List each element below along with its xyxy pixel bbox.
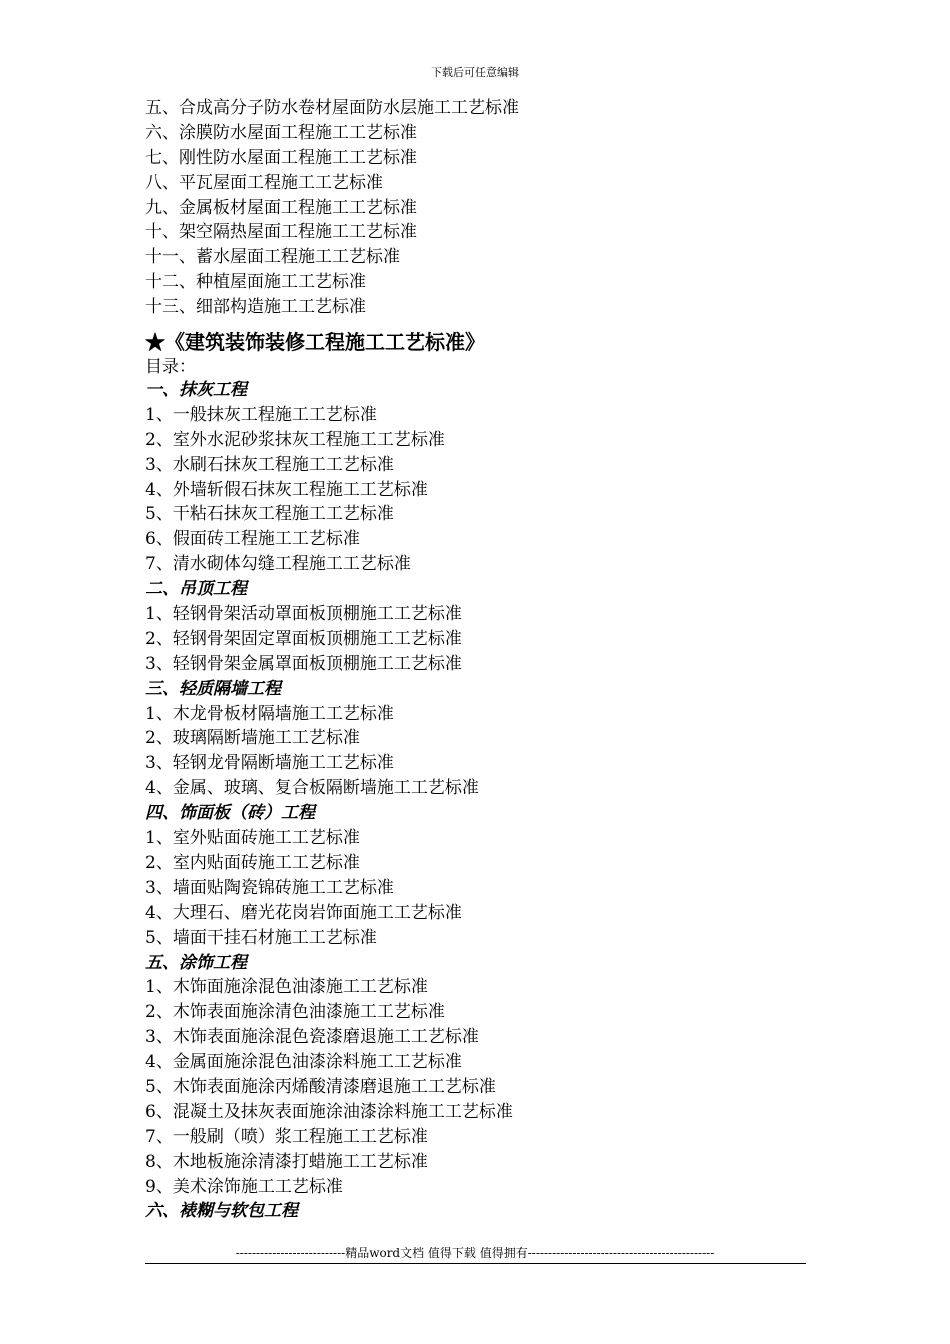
list-item: 3、墙面贴陶瓷锦砖施工工艺标准: [145, 877, 394, 898]
list-item: 六、涂膜防水屋面工程施工工艺标准: [145, 122, 417, 143]
list-item: 1、一般抹灰工程施工工艺标准: [145, 404, 377, 425]
list-item: 十三、细部构造施工工艺标准: [145, 297, 366, 318]
list-item: 7、清水砌体勾缝工程施工工艺标准: [145, 554, 411, 575]
list-item: 1、室外贴面砖施工工艺标准: [145, 828, 360, 849]
list-item: 2、轻钢骨架固定罩面板顶棚施工工艺标准: [145, 628, 462, 649]
section-heading: 一、抹灰工程: [145, 380, 247, 401]
section-coating: [145, 951, 825, 1200]
section-heading: 五、涂饰工程: [145, 952, 247, 973]
footer-divider: [145, 1263, 806, 1264]
list-item: 5、木饰表面施涂丙烯酸清漆磨退施工工艺标准: [145, 1076, 496, 1097]
list-item: 十二、种植屋面施工工艺标准: [145, 272, 366, 293]
section-wallpaper: [145, 1199, 825, 1224]
document-body: [145, 96, 825, 1224]
list-item: 6、假面砖工程施工工艺标准: [145, 529, 360, 550]
list-item: 2、玻璃隔断墙施工工艺标准: [145, 728, 360, 749]
section-facing: [145, 801, 825, 950]
list-item: 3、水刷石抹灰工程施工工艺标准: [145, 454, 394, 475]
list-item: 3、轻钢龙骨隔断墙施工工艺标准: [145, 753, 394, 774]
list-item: 2、木饰表面施涂清色油漆施工工艺标准: [145, 1002, 445, 1023]
section-heading: 四、饰面板（砖）工程: [145, 803, 315, 824]
list-item: 2、室外水泥砂浆抹灰工程施工工艺标准: [145, 429, 445, 450]
list-item: 8、木地板施涂清漆打蜡施工工艺标准: [145, 1151, 428, 1172]
list-item: 十、架空隔热屋面工程施工工艺标准: [145, 222, 417, 243]
list-item: 五、合成高分子防水卷材屋面防水层施工工艺标准: [145, 98, 519, 118]
page-header-note: 下载后可任意编辑: [431, 66, 519, 79]
section-heading: 二、吊顶工程: [145, 579, 247, 600]
list-item: 八、平瓦屋面工程施工工艺标准: [145, 172, 383, 193]
section-ceiling: [145, 577, 825, 677]
list-item: 4、金属面施涂混色油漆涂料施工工艺标准: [145, 1052, 462, 1073]
list-item: 9、美术涂饰施工工艺标准: [145, 1176, 343, 1197]
page-footer-note: ---------------------------精品word文档 值得下载 值得拥有----------------------------------------------: [235, 1246, 715, 1260]
list-item: 6、混凝土及抹灰表面施涂油漆涂料施工工艺标准: [145, 1101, 513, 1122]
list-item: 1、轻钢骨架活动罩面板顶棚施工工艺标准: [145, 604, 462, 625]
list-item: 5、干粘石抹灰工程施工工艺标准: [145, 504, 394, 525]
list-item: 4、大理石、磨光花岗岩饰面施工工艺标准: [145, 902, 462, 923]
list-item: 3、木饰表面施涂混色瓷漆磨退施工工艺标准: [145, 1027, 479, 1048]
section-partition: [145, 677, 825, 801]
section-heading: 六、裱糊与软包工程: [145, 1201, 298, 1222]
section-plastering: [145, 378, 825, 577]
list-item: 十一、蓄水屋面工程施工工艺标准: [145, 247, 400, 268]
list-item: 1、木龙骨板材隔墙施工工艺标准: [145, 703, 394, 724]
list-item: 2、室内贴面砖施工工艺标准: [145, 852, 360, 873]
section-heading: 三、轻质隔墙工程: [145, 678, 281, 699]
roof-standards-list: [145, 96, 825, 320]
list-item: 4、金属、玻璃、复合板隔断墙施工工艺标准: [145, 778, 479, 799]
list-item: 1、木饰面施涂混色油漆施工工艺标准: [145, 977, 428, 998]
list-item: 3、轻钢骨架金属罩面板顶棚施工工艺标准: [145, 653, 462, 674]
list-item: 4、外墙斩假石抹灰工程施工工艺标准: [145, 479, 428, 500]
book-title: ★《建筑装饰装修工程施工工艺标准》: [145, 330, 485, 355]
list-item: 7、一般刷（喷）浆工程施工工艺标准: [145, 1126, 428, 1147]
list-item: 七、刚性防水屋面工程施工工艺标准: [145, 147, 417, 168]
toc-label: 目录：: [145, 357, 196, 378]
list-item: 九、金属板材屋面工程施工工艺标准: [145, 197, 417, 218]
list-item: 5、墙面干挂石材施工工艺标准: [145, 927, 377, 948]
